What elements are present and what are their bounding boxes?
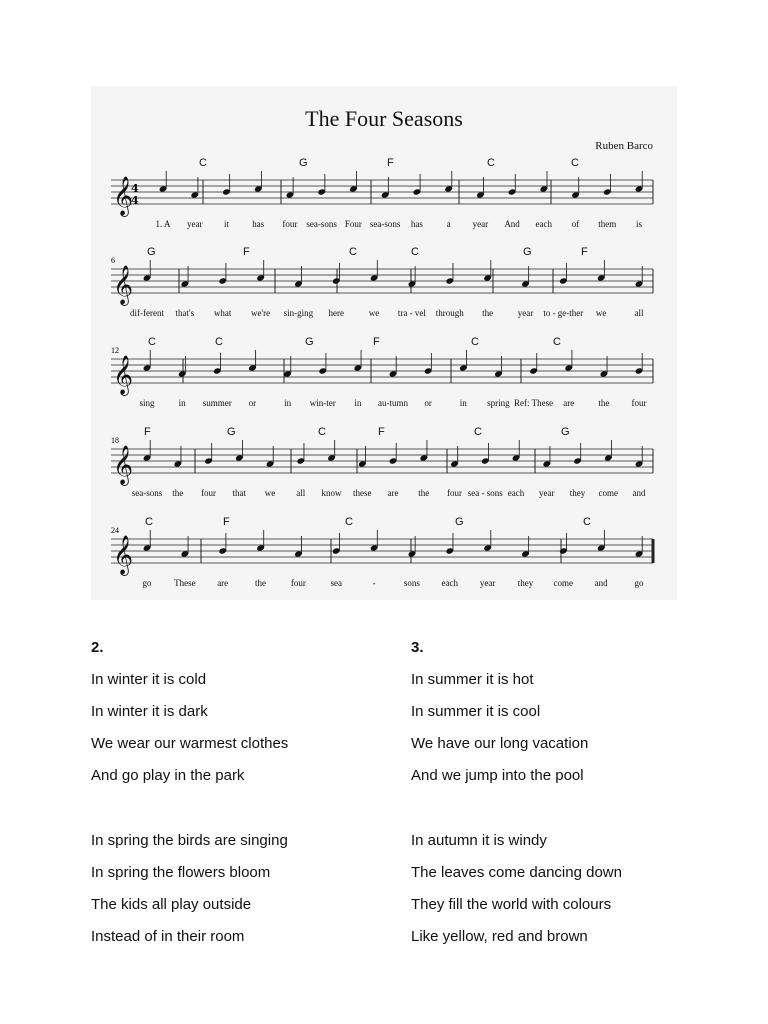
lyric-syllable: year	[539, 488, 555, 498]
lyric-syllable: dif-ferent	[130, 308, 164, 318]
lyric-line: We have our long vacation	[411, 735, 589, 752]
lyric-syllable: year	[479, 578, 496, 588]
lyric-syllable: are	[563, 398, 575, 408]
lyric-syllable: that's	[175, 308, 195, 318]
chord-symbol: G	[523, 246, 532, 258]
time-signature: 4	[131, 194, 139, 207]
lyric-syllable: each	[441, 578, 459, 588]
measure-number: 12	[111, 346, 119, 355]
chord-symbol: C	[349, 246, 357, 258]
chord-symbol: G	[147, 246, 156, 258]
lyric-line: And we jump into the pool	[411, 767, 584, 784]
time-signature: 4	[131, 182, 139, 195]
lyric-syllable: go	[142, 578, 152, 588]
lyric-syllable: sea - sons	[467, 488, 503, 498]
lyric-syllable: au-tumn	[378, 398, 408, 408]
lyric-syllable: the	[598, 398, 610, 408]
lyric-syllable: and	[632, 488, 646, 498]
composer-name: Ruben Barco	[595, 140, 653, 152]
chord-symbol: C	[148, 336, 156, 348]
chord-symbol: C	[318, 426, 326, 438]
lyric-syllable: the	[255, 578, 267, 588]
lyric-syllable: the	[482, 308, 494, 318]
lyric-syllable: sea-sons	[369, 219, 401, 229]
lyric-line: In summer it is hot	[411, 671, 534, 688]
lyric-syllable: spring	[487, 398, 510, 408]
lyric-syllable: sing	[139, 398, 155, 408]
lyric-syllable: in	[178, 398, 186, 408]
lyric-syllable: know	[321, 488, 342, 498]
lyric-syllable: or	[248, 398, 257, 408]
lyric-syllable: -	[372, 578, 376, 588]
lyric-syllable: in	[354, 398, 362, 408]
music-staves	[91, 86, 677, 600]
lyric-syllable: sin-ging	[283, 308, 314, 318]
chord-symbol: G	[227, 426, 236, 438]
chord-symbol: C	[411, 246, 419, 258]
lyric-syllable: the	[172, 488, 184, 498]
lyric-syllable: through	[435, 308, 464, 318]
lyric-syllable: come	[598, 488, 618, 498]
treble-clef-icon: 𝄞	[113, 535, 134, 575]
lyric-syllable: Ref: These	[514, 398, 554, 408]
lyric-line: Instead of in their room	[91, 927, 245, 945]
staff-system	[111, 516, 653, 588]
chord-symbol: C	[583, 516, 591, 528]
lyric-syllable: and	[594, 578, 608, 588]
lyric-syllable: come	[553, 578, 574, 588]
verse-2	[91, 638, 288, 959]
lyric-syllable: them	[598, 219, 617, 229]
lyric-line: In winter it is dark	[91, 703, 208, 720]
lyric-syllable: four	[631, 398, 647, 408]
chord-symbol: G	[305, 336, 314, 348]
lyric-syllable: four	[201, 488, 216, 498]
chord-symbol: G	[299, 157, 308, 169]
chord-symbol: C	[487, 157, 495, 169]
treble-clef-icon: 𝄞	[113, 445, 134, 485]
lyric-syllable: each	[507, 488, 525, 498]
lyric-line: In autumn it is windy	[411, 831, 547, 849]
lyric-syllable: year	[472, 219, 489, 229]
lyric-syllable: And	[504, 219, 520, 229]
chord-symbol: C	[471, 336, 479, 348]
lyric-syllable: These	[174, 578, 196, 588]
lyric-syllable: are	[387, 488, 399, 498]
lyric-syllable: these	[353, 488, 372, 498]
lyric-syllable: it	[223, 219, 229, 229]
chord-symbol: C	[345, 516, 353, 528]
treble-clef-icon: 𝄞	[113, 176, 134, 216]
lyric-syllable: year	[517, 308, 534, 318]
lyric-syllable: go	[634, 578, 644, 588]
lyric-syllable: all	[296, 488, 306, 498]
chord-symbol: F	[581, 246, 588, 258]
lyric-line: They fill the world with colours	[411, 895, 612, 913]
lyric-line: The kids all play outside	[91, 895, 252, 913]
chord-symbol: C	[215, 336, 223, 348]
chord-symbol: F	[378, 426, 385, 438]
lyric-syllable: Four	[344, 219, 362, 229]
lyric-syllable: sea	[330, 578, 342, 588]
lyric-line: Like yellow, red and brown	[411, 927, 588, 945]
staff-system	[111, 336, 653, 408]
lyric-syllable: here	[328, 308, 344, 318]
lyric-syllable: in	[459, 398, 467, 408]
measure-number: 6	[111, 256, 115, 265]
treble-clef-icon: 𝄞	[113, 265, 134, 305]
lyric-syllable: are	[217, 578, 229, 588]
chord-symbol: F	[144, 426, 151, 438]
lyric-syllable: or	[424, 398, 432, 408]
lyric-syllable: we	[368, 308, 380, 318]
lyric-syllable: summer	[202, 398, 232, 408]
lyric-syllable: all	[634, 308, 644, 318]
lyric-syllable: win-ter	[309, 398, 336, 408]
sheet-music	[91, 86, 677, 600]
lyric-syllable: four	[447, 488, 462, 498]
measure-number: 24	[111, 526, 119, 535]
lyric-syllable: to - ge-ther	[543, 308, 584, 318]
lyric-line: In spring the flowers bloom	[91, 863, 271, 881]
verse-number: 2.	[91, 639, 104, 656]
verse-3	[411, 638, 622, 959]
chord-symbol: G	[455, 516, 464, 528]
lyric-syllable: 1. A	[155, 219, 171, 229]
lyric-syllable: sons	[403, 578, 420, 588]
lyric-syllable: they	[517, 578, 534, 588]
lyric-syllable: sea-sons	[306, 219, 337, 229]
chord-symbol: C	[474, 426, 482, 438]
chord-symbol: C	[199, 157, 207, 169]
chord-symbol: F	[223, 516, 230, 528]
lyric-line: And go play in the park	[91, 767, 245, 784]
lyric-syllable: four	[282, 219, 298, 229]
lyric-line: In summer it is cool	[411, 703, 541, 720]
lyric-syllable: has	[252, 219, 265, 229]
staff-system	[111, 426, 653, 498]
song-title: The Four Seasons	[305, 106, 463, 131]
lyric-syllable: four	[290, 578, 306, 588]
lyric-syllable: tra - vel	[397, 308, 426, 318]
lyric-syllable: we	[264, 488, 276, 498]
lyric-syllable: each	[535, 219, 553, 229]
chord-symbol: C	[145, 516, 153, 528]
measure-number: 18	[111, 436, 119, 445]
lyric-syllable: of	[571, 219, 580, 229]
lyric-syllable: we	[595, 308, 607, 318]
chord-symbol: F	[373, 336, 380, 348]
treble-clef-icon: 𝄞	[113, 355, 134, 395]
chord-symbol: C	[571, 157, 579, 169]
chord-symbol: F	[243, 246, 250, 258]
lyric-syllable: sea-sons	[131, 488, 163, 498]
lyric-syllable: in	[284, 398, 292, 408]
chord-symbol: F	[387, 157, 394, 169]
lyric-line: The leaves come dancing down	[411, 863, 622, 881]
lyric-line: In winter it is cold	[91, 671, 207, 688]
staff-system	[111, 157, 653, 229]
lyric-syllable: what	[213, 308, 232, 318]
chord-symbol: G	[561, 426, 570, 438]
chord-symbol: C	[553, 336, 561, 348]
lyric-line: We wear our warmest clothes	[91, 735, 289, 752]
staff-system	[111, 246, 653, 318]
lyric-syllable: is	[635, 219, 643, 229]
lyric-syllable: the	[418, 488, 430, 498]
lyric-syllable: that	[232, 488, 246, 498]
lyric-syllable: has	[410, 219, 423, 229]
lyric-syllable: we're	[250, 308, 271, 318]
lyric-line: In spring the birds are singing	[91, 831, 288, 849]
lyric-syllable: they	[569, 488, 586, 498]
lyric-syllable: year	[186, 219, 203, 229]
verse-number: 3.	[411, 639, 424, 656]
lyric-syllable: a	[446, 219, 451, 229]
